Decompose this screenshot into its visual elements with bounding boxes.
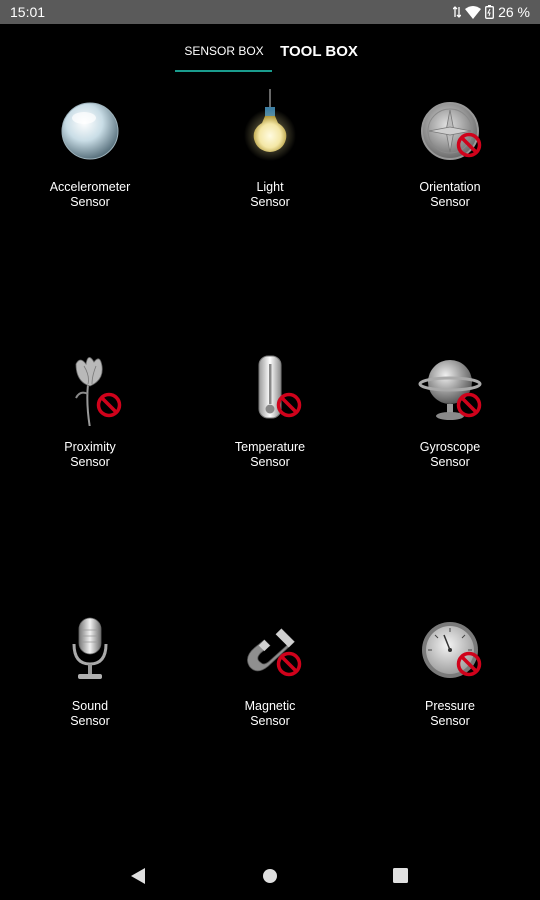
sensor-item-light[interactable] [180,74,360,274]
sensor-label: Sound Sensor [70,699,110,728]
sensor-item-pressure[interactable] [360,593,540,793]
home-icon[interactable] [262,868,278,884]
sensor-item-sound[interactable] [0,593,180,793]
sensor-item-magnetic[interactable] [180,593,360,793]
sensor-label: Orientation Sensor [419,180,481,209]
status-time: 15:01 [10,4,46,20]
not-available-icon [456,392,482,418]
not-available-icon [456,651,482,677]
status-icons [453,4,530,20]
sensor-label: Gyroscope Sensor [419,440,481,469]
sensor-item-gyroscope[interactable] [360,334,540,534]
battery-icon [485,5,494,19]
battery-percent: 26 % [498,4,530,20]
sensor-item-temperature[interactable] [180,334,360,534]
light-bulb-icon [238,78,302,166]
not-available-icon [456,132,482,158]
wifi-icon [465,6,481,19]
sensor-label: Magnetic Sensor [244,699,296,728]
sensor-label: Accelerometer Sensor [49,180,131,209]
not-available-icon [276,651,302,677]
navigation-bar [0,850,540,900]
tab-tool-box[interactable]: TOOL BOX [280,42,358,60]
active-tab-indicator [175,70,272,72]
status-bar [0,0,540,24]
tab-sensor-box[interactable]: SENSOR BOX [184,44,264,58]
sensor-label: Light Sensor [250,180,290,209]
tab-bar [0,28,540,74]
sensor-label: Proximity Sensor [64,440,116,469]
sensor-item-orientation[interactable] [360,74,540,274]
sphere-icon [58,98,122,164]
not-available-icon [96,392,122,418]
recents-icon[interactable] [393,868,408,883]
sensor-label: Pressure Sensor [424,699,476,728]
sensor-item-proximity[interactable] [0,334,180,534]
sensor-label: Temperature Sensor [234,440,306,469]
microphone-icon [58,613,122,685]
not-available-icon [276,392,302,418]
sensor-item-accelerometer[interactable] [0,74,180,274]
data-arrows-icon [453,6,461,18]
back-icon[interactable] [130,867,146,885]
